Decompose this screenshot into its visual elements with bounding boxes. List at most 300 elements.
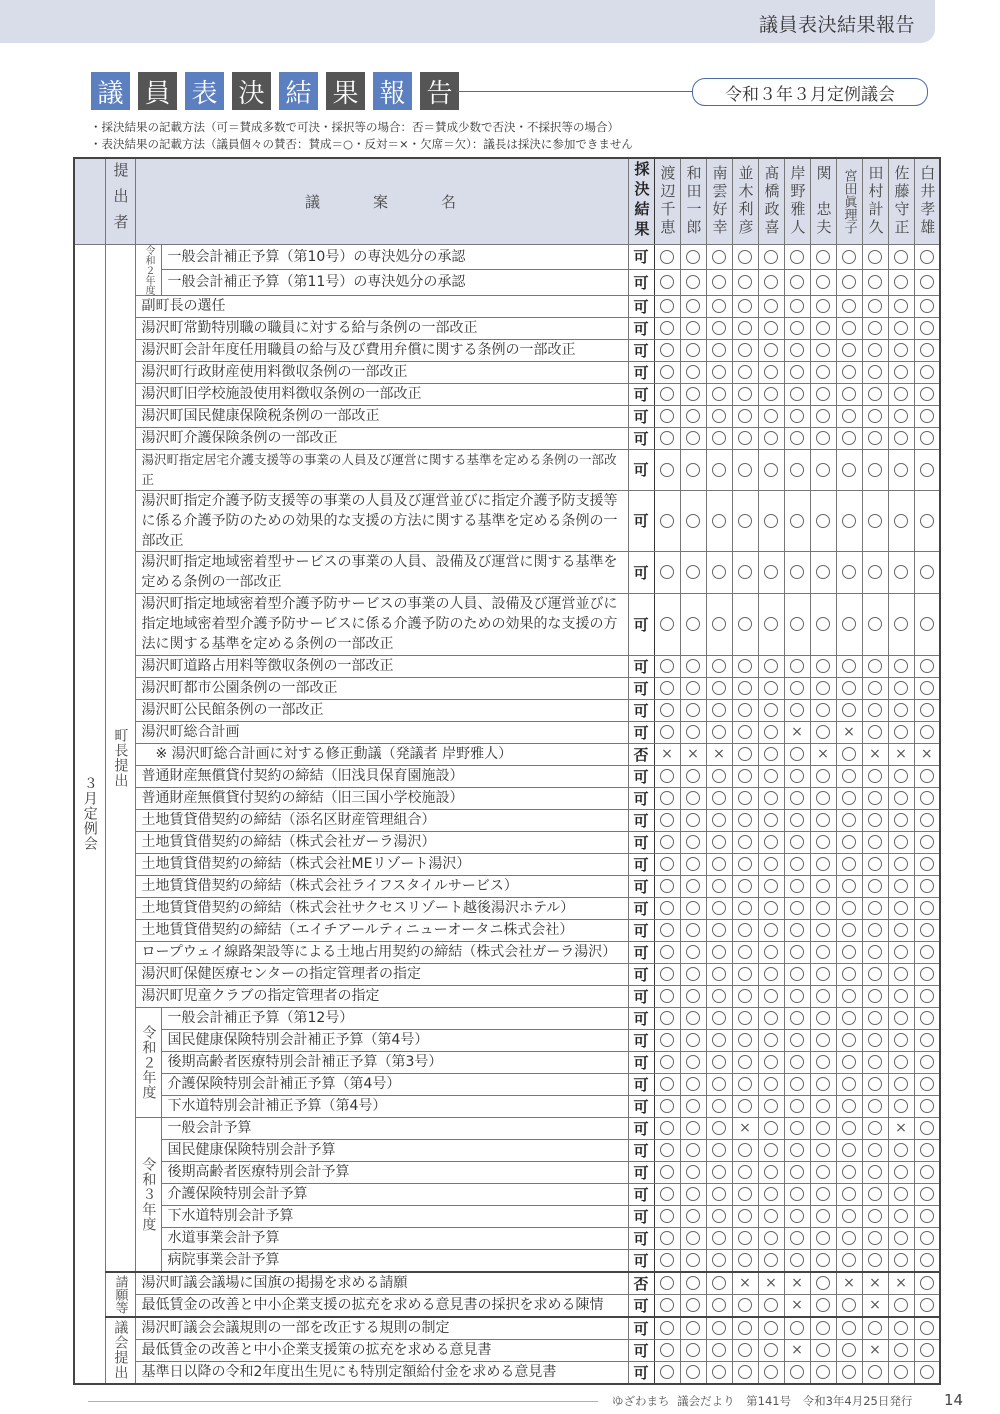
table-row <box>74 787 940 809</box>
vote-approve <box>758 853 784 875</box>
vote-approve <box>706 919 732 941</box>
vote-approve <box>680 1183 706 1205</box>
circle-mark-icon <box>686 1276 700 1290</box>
title-char: 議 <box>91 72 130 110</box>
vote-result: 否 <box>628 743 654 765</box>
vote-oppose <box>862 743 888 765</box>
vote-approve <box>758 1183 784 1205</box>
header-member: 和田一郎 <box>680 158 706 244</box>
vote-approve <box>680 1317 706 1340</box>
table-row <box>74 809 940 831</box>
circle-mark-icon <box>816 835 830 849</box>
vote-approve <box>810 941 836 963</box>
note-line: ・採決結果の記載方法（可＝賛成多数で可決・採択等の場合：否＝賛成少数で否決・不採択等の場合） <box>90 120 619 134</box>
vote-oppose <box>888 743 914 765</box>
circle-mark-icon <box>712 250 726 264</box>
circle-mark-icon <box>894 1321 908 1335</box>
circle-mark-icon <box>868 1209 882 1223</box>
vote-approve <box>706 1294 732 1317</box>
vote-approve <box>784 677 810 699</box>
vote-approve <box>706 317 732 339</box>
vote-approve <box>654 295 680 317</box>
circle-mark-icon <box>868 813 882 827</box>
circle-mark-icon <box>712 879 726 893</box>
circle-mark-icon <box>816 343 830 357</box>
vote-approve <box>862 941 888 963</box>
bill-name: 湯沢町保健医療センターの指定管理者の指定 <box>135 963 628 985</box>
circle-mark-icon <box>712 1077 726 1091</box>
vote-approve <box>862 765 888 787</box>
vote-approve <box>758 1339 784 1361</box>
circle-mark-icon <box>790 791 804 805</box>
vote-approve <box>654 317 680 339</box>
table-row <box>74 963 940 985</box>
vote-approve <box>784 317 810 339</box>
circle-mark-icon <box>712 1099 726 1113</box>
circle-mark-icon <box>660 901 674 915</box>
fiscal-year-group <box>135 244 161 295</box>
circle-mark-icon <box>816 769 830 783</box>
circle-mark-icon <box>660 1253 674 1267</box>
circle-mark-icon <box>764 659 778 673</box>
cross-mark-icon: × <box>869 1342 881 1358</box>
circle-mark-icon <box>816 1165 830 1179</box>
table-row <box>74 1272 940 1295</box>
circle-mark-icon <box>816 945 830 959</box>
bill-name: 水道事業会計予算 <box>161 1227 628 1249</box>
table-row <box>74 383 940 405</box>
vote-approve <box>888 449 914 490</box>
vote-result: 可 <box>628 490 654 551</box>
vote-approve <box>680 699 706 721</box>
circle-mark-icon <box>868 1011 882 1025</box>
vote-approve <box>706 339 732 361</box>
circle-mark-icon <box>764 387 778 401</box>
vote-approve <box>836 853 862 875</box>
cross-mark-icon: × <box>713 746 725 762</box>
bill-name: 湯沢町会計年度任用職員の給与及び費用弁償に関する条例の一部改正 <box>135 339 628 361</box>
vote-approve <box>654 787 680 809</box>
circle-mark-icon <box>920 365 934 379</box>
circle-mark-icon <box>660 1343 674 1357</box>
circle-mark-icon <box>764 769 778 783</box>
vote-result: 可 <box>628 831 654 853</box>
vote-approve <box>654 721 680 743</box>
vote-result: 可 <box>628 1073 654 1095</box>
circle-mark-icon <box>790 409 804 423</box>
circle-mark-icon <box>660 1055 674 1069</box>
vote-approve <box>654 1051 680 1073</box>
vote-approve <box>758 765 784 787</box>
vote-approve <box>758 593 784 655</box>
footer-publication: ゆざわまち 議会だより 第141号 令和3年4月25日発行 <box>612 1393 913 1408</box>
vote-approve <box>836 941 862 963</box>
circle-mark-icon <box>842 431 856 445</box>
vote-approve <box>732 897 758 919</box>
circle-mark-icon <box>868 617 882 631</box>
bill-name: 下水道特別会計予算 <box>161 1205 628 1227</box>
vote-approve <box>706 721 732 743</box>
vote-approve <box>654 1095 680 1117</box>
vote-approve <box>758 1095 784 1117</box>
vote-approve <box>888 1139 914 1161</box>
circle-mark-icon <box>816 387 830 401</box>
vote-approve <box>758 1007 784 1029</box>
vote-approve <box>680 897 706 919</box>
vote-result: 可 <box>628 1249 654 1272</box>
circle-mark-icon <box>660 1231 674 1245</box>
cross-mark-icon: × <box>791 1275 803 1291</box>
table-row <box>74 941 940 963</box>
vote-approve <box>784 787 810 809</box>
circle-mark-icon <box>660 387 674 401</box>
table-row <box>74 721 940 743</box>
vote-approve <box>914 1205 940 1227</box>
bill-name: 湯沢町都市公園条例の一部改正 <box>135 677 628 699</box>
circle-mark-icon <box>868 835 882 849</box>
vote-result: 可 <box>628 941 654 963</box>
vote-approve <box>810 897 836 919</box>
vote-approve <box>836 809 862 831</box>
bill-name: 湯沢町議会議場に国旗の掲揚を求める請願 <box>135 1272 628 1295</box>
vote-approve <box>680 1294 706 1317</box>
vote-approve <box>654 1073 680 1095</box>
circle-mark-icon <box>686 1143 700 1157</box>
circle-mark-icon <box>790 1253 804 1267</box>
header-member: 宮田眞理子 <box>836 158 862 244</box>
vote-approve <box>654 897 680 919</box>
vote-approve <box>914 1161 940 1183</box>
circle-mark-icon <box>712 1121 726 1135</box>
vote-approve <box>862 551 888 593</box>
vote-approve <box>914 1272 940 1295</box>
vote-approve <box>654 339 680 361</box>
circle-mark-icon <box>764 1253 778 1267</box>
circle-mark-icon <box>842 1143 856 1157</box>
vote-approve <box>888 1249 914 1272</box>
vote-approve <box>654 809 680 831</box>
vote-approve <box>914 1249 940 1272</box>
vote-approve <box>836 1205 862 1227</box>
vote-approve <box>810 551 836 593</box>
vote-approve <box>706 1249 732 1272</box>
vote-approve <box>784 405 810 427</box>
bill-name: 湯沢町公民館条例の一部改正 <box>135 699 628 721</box>
circle-mark-icon <box>894 565 908 579</box>
vote-approve <box>680 1073 706 1095</box>
circle-mark-icon <box>712 1055 726 1069</box>
vote-approve <box>914 551 940 593</box>
bill-name: 国民健康保険特別会計予算 <box>161 1139 628 1161</box>
vote-approve <box>810 361 836 383</box>
circle-mark-icon <box>894 1253 908 1267</box>
circle-mark-icon <box>816 857 830 871</box>
circle-mark-icon <box>738 1187 752 1201</box>
table-row <box>74 897 940 919</box>
circle-mark-icon <box>712 769 726 783</box>
vote-approve <box>784 1361 810 1384</box>
circle-mark-icon <box>816 1099 830 1113</box>
circle-mark-icon <box>894 725 908 739</box>
vote-result: 可 <box>628 985 654 1007</box>
vote-approve <box>836 1029 862 1051</box>
cross-mark-icon: × <box>895 1275 907 1291</box>
vote-approve <box>784 1139 810 1161</box>
vote-approve <box>914 897 940 919</box>
circle-mark-icon <box>764 747 778 761</box>
table-header-row <box>74 158 940 244</box>
circle-mark-icon <box>738 1209 752 1223</box>
vote-approve <box>810 655 836 677</box>
circle-mark-icon <box>842 945 856 959</box>
vote-approve <box>680 765 706 787</box>
circle-mark-icon <box>738 1365 752 1379</box>
circle-mark-icon <box>894 945 908 959</box>
cross-mark-icon: × <box>661 746 673 762</box>
vote-result: 可 <box>628 853 654 875</box>
circle-mark-icon <box>764 967 778 981</box>
vote-approve <box>732 1317 758 1340</box>
vote-result: 可 <box>628 1361 654 1384</box>
vote-approve <box>914 919 940 941</box>
circle-mark-icon <box>894 299 908 313</box>
vote-approve <box>706 405 732 427</box>
bill-name: 湯沢町介護保険条例の一部改正 <box>135 427 628 449</box>
table-row <box>74 1029 940 1051</box>
vote-approve <box>810 490 836 551</box>
vote-approve <box>862 1249 888 1272</box>
circle-mark-icon <box>738 967 752 981</box>
circle-mark-icon <box>764 1143 778 1157</box>
circle-mark-icon <box>764 791 778 805</box>
circle-mark-icon <box>712 1365 726 1379</box>
table-row <box>74 427 940 449</box>
vote-approve <box>680 853 706 875</box>
circle-mark-icon <box>790 299 804 313</box>
vote-approve <box>784 551 810 593</box>
circle-mark-icon <box>686 923 700 937</box>
vote-approve <box>862 427 888 449</box>
circle-mark-icon <box>660 1121 674 1135</box>
circle-mark-icon <box>868 431 882 445</box>
vote-approve <box>914 593 940 655</box>
vote-approve <box>914 699 940 721</box>
circle-mark-icon <box>816 1209 830 1223</box>
vote-approve <box>758 427 784 449</box>
vote-result: 可 <box>628 721 654 743</box>
circle-mark-icon <box>842 813 856 827</box>
circle-mark-icon <box>790 387 804 401</box>
vote-approve <box>888 1007 914 1029</box>
circle-mark-icon <box>816 901 830 915</box>
circle-mark-icon <box>738 835 752 849</box>
table-row <box>74 1051 940 1073</box>
vote-approve <box>732 831 758 853</box>
circle-mark-icon <box>764 617 778 631</box>
vote-approve <box>654 985 680 1007</box>
vote-result: 否 <box>628 1272 654 1295</box>
circle-mark-icon <box>686 1121 700 1135</box>
vote-approve <box>888 721 914 743</box>
circle-mark-icon <box>686 343 700 357</box>
circle-mark-icon <box>920 923 934 937</box>
circle-mark-icon <box>920 1298 934 1312</box>
vote-approve <box>706 270 732 296</box>
circle-mark-icon <box>816 365 830 379</box>
vote-approve <box>914 1183 940 1205</box>
circle-mark-icon <box>868 275 882 289</box>
vote-approve <box>706 1339 732 1361</box>
vote-approve <box>732 765 758 787</box>
bill-name: 介護保険特別会計予算 <box>161 1183 628 1205</box>
vote-approve <box>706 593 732 655</box>
circle-mark-icon <box>686 1343 700 1357</box>
circle-mark-icon <box>686 365 700 379</box>
cross-mark-icon: × <box>920 746 933 762</box>
vote-approve <box>836 765 862 787</box>
circle-mark-icon <box>868 989 882 1003</box>
vote-approve <box>680 1339 706 1361</box>
vote-approve <box>810 270 836 296</box>
circle-mark-icon <box>920 343 934 357</box>
circle-mark-icon <box>738 565 752 579</box>
vote-result: 可 <box>628 1317 654 1340</box>
vote-approve <box>680 985 706 1007</box>
table-row <box>74 831 940 853</box>
vote-approve <box>732 875 758 897</box>
vote-approve <box>888 1317 914 1340</box>
circle-mark-icon <box>894 857 908 871</box>
vote-approve <box>654 490 680 551</box>
vote-approve <box>914 317 940 339</box>
vote-approve <box>836 490 862 551</box>
bill-name: 湯沢町総合計画 <box>135 721 628 743</box>
header-member: 田村計久 <box>862 158 888 244</box>
vote-result: 可 <box>628 1051 654 1073</box>
vote-approve <box>680 655 706 677</box>
vote-approve <box>914 963 940 985</box>
vote-approve <box>680 941 706 963</box>
circle-mark-icon <box>764 321 778 335</box>
vote-approve <box>732 963 758 985</box>
circle-mark-icon <box>686 1187 700 1201</box>
circle-mark-icon <box>738 1055 752 1069</box>
vote-approve <box>836 1117 862 1139</box>
vote-approve <box>784 244 810 270</box>
circle-mark-icon <box>842 1298 856 1312</box>
circle-mark-icon <box>816 681 830 695</box>
vote-approve <box>914 339 940 361</box>
vote-approve <box>914 427 940 449</box>
table-row <box>74 1161 940 1183</box>
vote-approve <box>706 1139 732 1161</box>
circle-mark-icon <box>790 879 804 893</box>
circle-mark-icon <box>790 250 804 264</box>
vote-result: 可 <box>628 1117 654 1139</box>
circle-mark-icon <box>894 365 908 379</box>
vote-approve <box>862 361 888 383</box>
circle-mark-icon <box>712 1231 726 1245</box>
vote-result: 可 <box>628 1029 654 1051</box>
vote-approve <box>784 1051 810 1073</box>
circle-mark-icon <box>868 1077 882 1091</box>
vote-result: 可 <box>628 1205 654 1227</box>
vote-approve <box>836 405 862 427</box>
vote-approve <box>914 721 940 743</box>
cross-mark-icon: × <box>843 1275 855 1291</box>
cross-mark-icon: × <box>869 1297 881 1313</box>
vote-oppose <box>784 1272 810 1295</box>
vote-approve <box>914 295 940 317</box>
vote-approve <box>862 919 888 941</box>
vote-approve <box>680 1249 706 1272</box>
vote-approve <box>862 677 888 699</box>
circle-mark-icon <box>712 1209 726 1223</box>
note-line: ・表決結果の記載方法（議員個々の賛否：賛成＝○・反対＝×・欠席＝欠）：議長は採決に参加できません <box>90 137 633 151</box>
vote-approve <box>784 963 810 985</box>
vote-result: 可 <box>628 317 654 339</box>
circle-mark-icon <box>920 1365 934 1379</box>
circle-mark-icon <box>816 1298 830 1312</box>
vote-oppose <box>862 1294 888 1317</box>
vote-approve <box>784 985 810 1007</box>
vote-approve <box>758 787 784 809</box>
cross-mark-icon: × <box>765 1275 777 1291</box>
vote-approve <box>706 831 732 853</box>
bill-name: 副町長の選任 <box>135 295 628 317</box>
vote-approve <box>758 699 784 721</box>
circle-mark-icon <box>816 250 830 264</box>
vote-approve <box>654 244 680 270</box>
circle-mark-icon <box>712 703 726 717</box>
circle-mark-icon <box>868 1165 882 1179</box>
vote-approve <box>914 677 940 699</box>
vote-approve <box>888 1227 914 1249</box>
circle-mark-icon <box>842 1121 856 1135</box>
circle-mark-icon <box>894 1011 908 1025</box>
circle-mark-icon <box>686 703 700 717</box>
circle-mark-icon <box>660 275 674 289</box>
title-rule <box>456 91 692 92</box>
vote-approve <box>862 1161 888 1183</box>
circle-mark-icon <box>868 1143 882 1157</box>
circle-mark-icon <box>816 1187 830 1201</box>
circle-mark-icon <box>894 1165 908 1179</box>
circle-mark-icon <box>894 835 908 849</box>
circle-mark-icon <box>660 1165 674 1179</box>
vote-oppose <box>784 1339 810 1361</box>
vote-approve <box>862 1361 888 1384</box>
bill-name: 普通財産無償貸付契約の締結（旧三国小学校施設） <box>135 787 628 809</box>
fiscal-year-group <box>135 1007 161 1117</box>
vote-approve <box>862 875 888 897</box>
vote-approve <box>836 295 862 317</box>
vote-approve <box>706 853 732 875</box>
circle-mark-icon <box>842 1077 856 1091</box>
circle-mark-icon <box>920 1121 934 1135</box>
circle-mark-icon <box>894 1077 908 1091</box>
circle-mark-icon <box>738 321 752 335</box>
bill-name: 湯沢町行政財産使用料徴収条例の一部改正 <box>135 361 628 383</box>
vote-approve <box>810 677 836 699</box>
vote-oppose <box>888 1117 914 1139</box>
vote-approve <box>836 1227 862 1249</box>
circle-mark-icon <box>842 835 856 849</box>
circle-mark-icon <box>842 681 856 695</box>
vote-oppose <box>784 721 810 743</box>
vote-approve <box>862 985 888 1007</box>
circle-mark-icon <box>738 463 752 477</box>
